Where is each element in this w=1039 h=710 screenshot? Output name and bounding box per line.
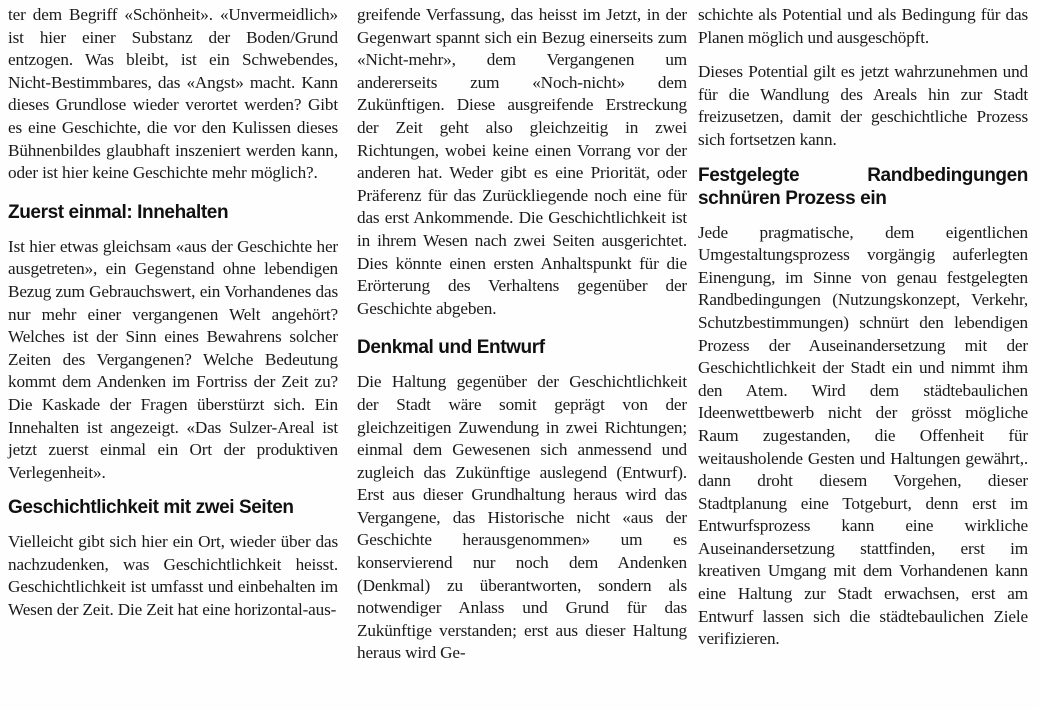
paragraph: Ist hier etwas gleichsam «aus der Geschichte her ausgetreten», ein Gegenstand ohne lebendigen Bezug zum Gebrauchswert, ein Vorhandenes das nur mehr einer vergangenen Welt angehört? Welches ist der Sinn eines Bewahrens solcher Zeiten des Vergangenen? Welche Bedeutung kommt dem Andenken im Fortriss der Zeit zu? Die Kaskade der Fragen überstürzt sich. Ein Innehalten ist angezeigt. «Das Sulzer-Areal ist jetzt zuerst einmal ein Ort der produktiven Verlegenheit». bbox=[8, 236, 338, 482]
paragraph: Vielleicht gibt sich hier ein Ort, wieder über das nachzudenken, was Geschichtlichkeit heisst. Geschichtlichkeit ist umfasst und einbehalten im Wesen der Zeit. Die Zeit hat eine horizontal-aus- bbox=[8, 532, 338, 620]
section-heading: Zuerst einmal: Innehalten bbox=[8, 201, 229, 223]
paragraph: ter dem Begriff «Schönheit». «Unvermeidlich» ist hier einer Substanz der Boden/Grund entzogen. Was bleibt, ist ein Schwebendes, Nicht-Bestimmbares, das «Angst» macht. Kann dieses Grundlose wieder verortet werden? Gibt es eine Geschichte, die vor den Kulissen dieses Bühnenbildes glaubhaft inszeniert werden kann, oder ist hier keine Geschichte mehr möglich?. bbox=[8, 5, 338, 183]
section-heading: Geschichtlichkeit mit zwei Seiten bbox=[8, 497, 294, 519]
paragraph: greifende Verfassung, das heisst im Jetzt, in der Gegenwart spannt sich ein Bezug einerseits zum «Nicht-mehr», dem Vergangenen um andererseits zum «Noch-nicht» dem Zukünftigen. Diese ausgreifende Erstreckung der Zeit geht also gleichzeitig in zwei Richtungen, wobei keine einen Vorrang vor der anderen hat. Weder gibt es eine Priorität, oder Präferenz für das Zurückliegende noch eine für das erst Ankommende. Die Geschichtlichkeit ist in ihrem Wesen nach zwei Seiten ausgerichtet. Dies könnte einen ersten Anhaltspunkt für die Erörterung des Verhaltens gegenüber der Geschichte abgeben. bbox=[357, 5, 687, 318]
paragraph: Dieses Potential gilt es jetzt wahrzunehmen und für die Wandlung des Areals hin zur Stadt freizusetzen, damit der geschichtliche Prozess sich fortsetzen kann. bbox=[698, 62, 1028, 149]
section-heading: Festgelegte Randbedingungen schnüren Prozess ein bbox=[698, 164, 1028, 209]
text-column-3 bbox=[698, 4, 1028, 651]
paragraph: schichte als Potential und als Bedingung für das Planen möglich und ausgeschöpft. bbox=[698, 5, 1028, 47]
text-column-1 bbox=[8, 4, 338, 622]
paragraph: Die Haltung gegenüber der Geschichtlichkeit der Stadt wäre somit geprägt von der gleichzeitigen Zuwendung in zwei Richtungen; einmal dem Gewesenen sich anmessend und zugleich das Zukünftige auslegend (Entwurf). Erst aus dieser Grundhaltung heraus wird das Vergangene, das Historische nicht «aus der Geschichte herausgenommen» um es konservierend nur noch dem Andenken (Denkmal) zu überantworten, sondern als notwendiger Anlass und Grund für das Zukünftige verstanden; erst aus dieser Haltung heraus wird Ge- bbox=[357, 372, 687, 663]
paragraph: Jede pragmatische, dem eigentlichen Umgestaltungsprozess vorgängig auferlegten Einengung, im Sinne von genau festgelegten Randbedingungen (Nutzungskonzept, Verkehr, Schutzbestimmungen) schnürt den lebendigen Prozess der Auseinandersetzung mit der Geschichtlichkeit der Stadt ein und nimmt ihm den Atem. Wird dem städtebaulichen Ideenwettbewerb nicht der grösst mögliche Raum zugestanden, die Offenheit für weitausholende Gesten und Haltungen gewährt,. dann droht diesem Vorgehen, dieser Stadtplanung eine Totgeburt, denn erst im Entwurfsprozess kann eine wirkliche Auseinandersetzung stattfinden, erst im kreativen Umgang mit dem Vorhandenen kann eine Haltung zur Stadt erwachsen, erst am Entwurf lassen sich die städtebaulichen Ziele verifizieren. bbox=[698, 222, 1028, 649]
section-heading: Denkmal und Entwurf bbox=[357, 337, 545, 359]
text-column-2 bbox=[357, 4, 687, 665]
